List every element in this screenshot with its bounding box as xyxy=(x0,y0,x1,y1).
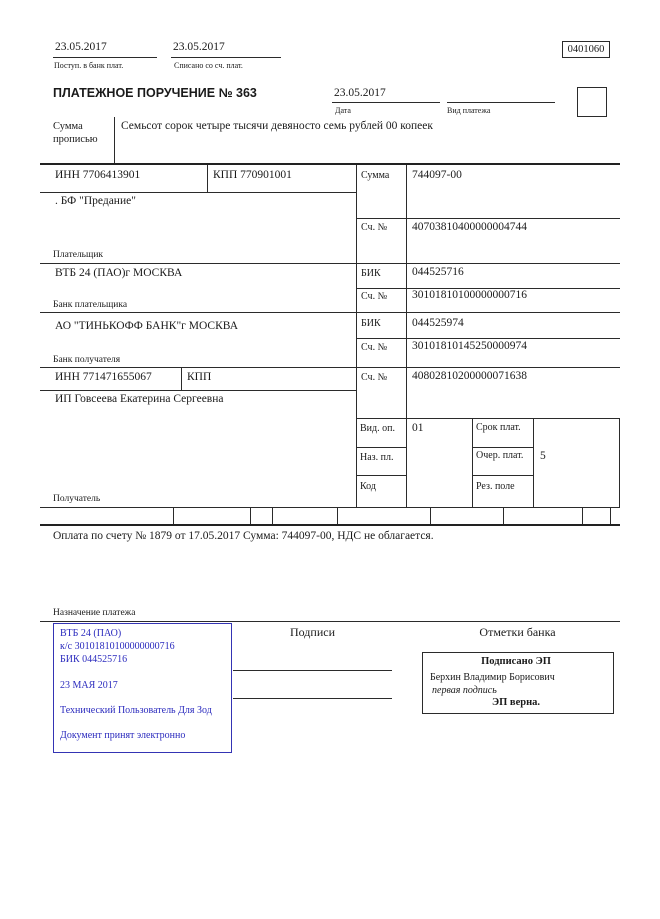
reserve-label: Рез. поле xyxy=(476,481,515,492)
order-label: Очер. плат. xyxy=(476,450,524,461)
table-line xyxy=(430,507,431,524)
table-line xyxy=(503,507,504,524)
payee-kpp-label: КПП xyxy=(187,371,212,383)
order-value: 5 xyxy=(540,450,546,462)
payee-inn: ИНН 771471655067 xyxy=(55,371,152,383)
table-line xyxy=(40,367,620,368)
signatures-label: Подписи xyxy=(289,625,336,639)
op-type-value: 01 xyxy=(412,422,424,434)
signature-line xyxy=(233,698,392,699)
payee-bank-bik: 044525974 xyxy=(412,317,464,329)
payer-bank-label: Банк плательщика xyxy=(53,300,128,310)
debited-date-label: Списано со сч. плат. xyxy=(174,61,243,70)
payee-name: ИП Говсеева Екатерина Сергеевна xyxy=(55,393,224,405)
payer-label: Плательщик xyxy=(53,250,104,260)
purpose-code-label: Наз. пл. xyxy=(360,452,394,463)
payee-bank-bik-label: БИК xyxy=(361,318,381,329)
payer-bank-account: 30101810100000000716 xyxy=(412,289,527,301)
table-line xyxy=(356,218,620,219)
table-line xyxy=(472,447,533,448)
payer-bank-name: ВТБ 24 (ПАО)г МОСКВА xyxy=(55,267,183,279)
table-line xyxy=(533,418,534,507)
form-code-box xyxy=(562,41,610,58)
stamp-corr-account: к/с 30101810100000000716 xyxy=(60,641,175,652)
doc-title: ПЛАТЕЖНОЕ ПОРУЧЕНИЕ № 363 xyxy=(53,86,257,100)
payer-bank-bik-label: БИК xyxy=(361,268,381,279)
divider xyxy=(332,102,440,103)
table-line xyxy=(472,475,533,476)
bank-stamp xyxy=(53,623,232,753)
amount-words-label: Сумма прописью xyxy=(53,121,98,145)
electronic-signature-box xyxy=(422,652,614,714)
debited-date: 23.05.2017 xyxy=(173,41,225,53)
payee-bank-account: 30101810145250000974 xyxy=(412,340,527,352)
ep-verified: ЭП верна. xyxy=(491,697,540,708)
payer-bank-bik: 044525716 xyxy=(412,266,464,278)
payee-label: Получатель xyxy=(53,494,101,504)
table-line xyxy=(181,367,182,390)
divider xyxy=(53,57,157,58)
purpose-label: Назначение платежа xyxy=(53,608,136,618)
amount-label: Сумма xyxy=(361,170,390,181)
table-line xyxy=(582,507,583,524)
table-line xyxy=(619,418,620,507)
table-line xyxy=(207,165,208,192)
payment-type-label: Вид платежа xyxy=(447,106,491,115)
ep-signature-type: первая подпись xyxy=(432,685,497,696)
payer-name: . БФ "Предание" xyxy=(55,195,136,207)
table-line xyxy=(40,390,356,391)
amount-value: 744097-00 xyxy=(412,169,462,181)
code-label: Код xyxy=(360,481,376,492)
table-line xyxy=(472,418,473,507)
divider xyxy=(40,163,620,165)
payer-inn: ИНН 7706413901 xyxy=(55,169,141,181)
payee-account: 40802810200000071638 xyxy=(412,370,527,382)
due-date-label: Срок плат. xyxy=(476,422,521,433)
payee-bank-account-label: Сч. № xyxy=(361,342,388,353)
stamp-date: 23 МАЯ 2017 xyxy=(60,680,118,691)
bank-marks-label: Отметки банка xyxy=(479,625,556,639)
payer-account: 40703810400000004744 xyxy=(412,221,527,233)
payer-bank-account-label: Сч. № xyxy=(361,291,388,302)
purpose-text: Оплата по счету № 1879 от 17.05.2017 Сумма: 744097-00, НДС не облагается. xyxy=(53,530,434,542)
table-line xyxy=(337,507,338,524)
divider xyxy=(447,102,555,103)
table-line xyxy=(40,507,620,508)
table-line xyxy=(356,447,406,448)
table-line xyxy=(356,475,406,476)
amount-words-value: Семьсот сорок четыре тысячи девяносто семь рублей 00 копеек xyxy=(121,120,433,132)
doc-date-label: Дата xyxy=(335,106,351,115)
form-code: 0401060 xyxy=(567,44,605,55)
stamp-bik: БИК 044525716 xyxy=(60,654,128,665)
table-line xyxy=(356,165,357,507)
received-date: 23.05.2017 xyxy=(55,41,107,53)
doc-date: 23.05.2017 xyxy=(334,87,386,99)
table-line xyxy=(356,418,620,419)
table-line xyxy=(250,507,251,524)
signature-line xyxy=(233,670,392,671)
payment-type-box xyxy=(577,87,607,117)
ep-title: Подписано ЭП xyxy=(481,656,551,667)
received-date-label: Поступ. в банк плат. xyxy=(54,61,124,70)
table-line xyxy=(40,263,620,264)
table-line xyxy=(40,312,620,313)
divider xyxy=(114,117,115,165)
stamp-note: Документ принят электронно xyxy=(60,730,186,741)
op-type-label: Вид. оп. xyxy=(360,423,395,434)
stamp-user: Технический Пользователь Для Зод xyxy=(60,705,212,716)
table-line xyxy=(272,507,273,524)
divider xyxy=(40,524,620,526)
divider xyxy=(171,57,281,58)
table-line xyxy=(610,507,611,524)
payee-bank-label: Банк получателя xyxy=(53,355,121,365)
table-line xyxy=(173,507,174,524)
ep-signer-name: Берхин Владимир Борисович xyxy=(430,672,555,683)
stamp-bank: ВТБ 24 (ПАО) xyxy=(60,628,122,639)
payer-account-label: Сч. № xyxy=(361,222,388,233)
table-line xyxy=(406,165,407,507)
table-line xyxy=(356,338,620,339)
table-line xyxy=(40,192,356,193)
payee-bank-name: АО "ТИНЬКОФФ БАНК"г МОСКВА xyxy=(55,320,239,332)
payer-kpp: КПП 770901001 xyxy=(213,169,292,181)
divider xyxy=(40,621,620,622)
payee-account-label: Сч. № xyxy=(361,372,388,383)
